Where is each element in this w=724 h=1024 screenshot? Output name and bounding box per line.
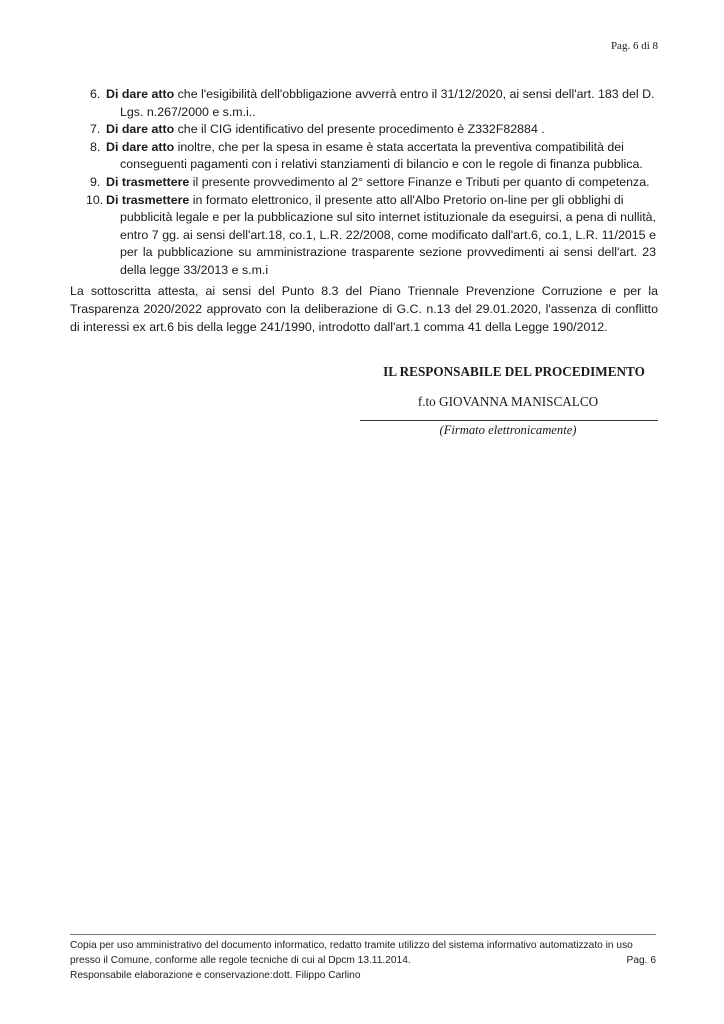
list-item <box>70 192 656 280</box>
list-item <box>70 86 656 121</box>
item-lead: Di trasmettere <box>106 174 190 189</box>
item-number: 6. <box>90 87 101 101</box>
signature-title: IL RESPONSABILE DEL PROCEDIMENTO <box>383 364 645 379</box>
footer-line: Copia per uso amministrativo del documento informatico, redatto tramite utilizzo del sistema informativo automatizzato in uso <box>70 940 633 951</box>
item-text-continued: pubblicità legale e per la pubblicazione sul sito internet istituzionale da eseguirsi, a pena di nullità, entro 7 gg. ai sensi dell'art.18, co.1, L.R. 22/2008, come modificato dall'art.6, co.1, L.R. 11/2015 e per la pubblicazione su amministrazione trasparente sezione provvedimenti ai sensi dell'art. 23 della legge 33/2013 e s.m.i <box>120 210 656 277</box>
footer <box>70 938 656 983</box>
list-item <box>70 174 656 192</box>
signature-block <box>360 364 656 438</box>
item-text: inoltre, che per la spesa in esame è stata accertata la preventiva compatibilità dei <box>174 139 624 154</box>
conflict-of-interest-attestation: La sottoscritta attesta, ai sensi del Punto 8.3 del Piano Triennale Prevenzione Corruzione e per la Trasparenza 2020/2022 approvato con la deliberazione di G.C. n.13 del 29.01.2020, l'assenza di conflitto di interessi ex art.6 bis della legge 241/1990, introdotto dall'art.1 comma 41 della Legge 190/2012. <box>70 284 658 334</box>
item-lead: Di dare atto <box>106 139 175 154</box>
list-item <box>70 121 656 139</box>
list-item <box>70 139 656 174</box>
item-text-continued: Lgs. n.267/2000 e s.m.i.. <box>120 104 256 119</box>
footer-line: presso il Comune, conforme alle regole tecniche di cui al Dpcm 13.11.2014. <box>70 955 411 966</box>
item-text: in formato elettronico, il presente atto all'Albo Pretorio on-line per gli obblighi di <box>189 192 624 207</box>
signer-name: f.to GIOVANNA MANISCALCO <box>417 394 599 409</box>
item-number: 10. <box>86 192 104 207</box>
item-lead: Di dare atto <box>106 87 175 101</box>
item-text: che l'esigibilità dell'obbligazione avverrà entro il 31/12/2020, ai sensi dell'art. 183 del D. <box>174 87 655 101</box>
item-text: il presente provvedimento al 2° settore Finanze e Tributi per quanto di competenza. <box>189 174 650 189</box>
item-lead: Di trasmettere <box>106 192 190 207</box>
item-number: 7. <box>90 122 101 137</box>
item-text-continued: conseguenti pagamenti con i relativi stanziamenti di bilancio e con le regole di finanza pubblica. <box>120 157 643 172</box>
signature-note: (Firmato elettronicamente) <box>439 423 577 437</box>
item-lead: Di dare atto <box>106 122 175 137</box>
footer-line: Responsabile elaborazione e conservazione:dott. Filippo Carlino <box>70 970 361 981</box>
item-number: 9. <box>90 174 101 189</box>
item-text: che il CIG identificativo del presente procedimento è Z332F82884 . <box>174 122 545 137</box>
signature-line <box>360 420 658 421</box>
footer-page-number: Pag. 6 <box>626 955 656 966</box>
resolution-items <box>70 86 656 280</box>
page-indicator: Pag. 6 di 8 <box>610 40 658 52</box>
item-number: 8. <box>90 139 101 154</box>
footer-divider <box>70 934 656 935</box>
